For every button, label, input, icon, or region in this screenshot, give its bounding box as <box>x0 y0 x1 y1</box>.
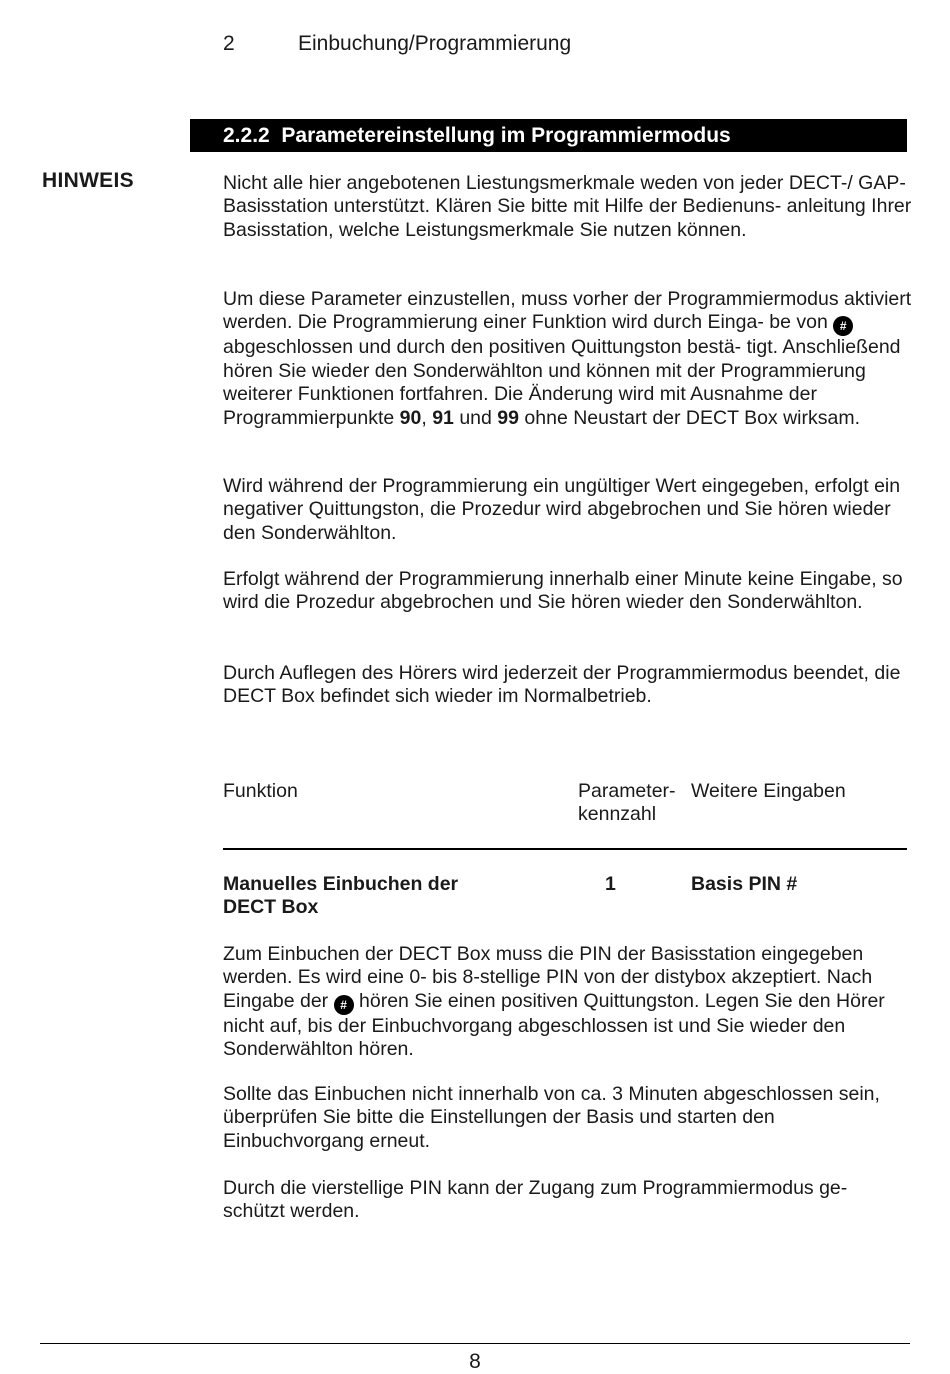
program-point-91: 91 <box>432 406 454 429</box>
detail-paragraph-2: Sollte das Einbuchen nicht innerhalb von ca. 3 Minuten abgeschlossen sein, überprüfen Sie bitte die Einstellungen der Basis und starten den Einbuchvorgang erneut. <box>223 1083 880 1152</box>
row-param-code: 1 <box>605 873 616 895</box>
paragraph-1: Nicht alle hier angebotenen Liestungsmerkmale weden von jeder DECT-/ GAP-Basisstation unterstützt. Klären Sie bitte mit Hilfe der Bedienuns- anleitung Ihrer Basisstation, welche Leistungsmerkmale Sie nutzen können. <box>223 172 912 241</box>
row-function-line2: DECT Box <box>223 896 319 919</box>
column-header-param <box>578 780 676 827</box>
detail-paragraph-3: Durch die vierstellige PIN kann der Zugang zum Programmiermodus ge- schützt werden. <box>223 1177 848 1223</box>
paragraph-4: Erfolgt während der Programmierung innerhalb einer Minute keine Eingabe, so wird die Prozedur abgebrochen und Sie hören wieder den Sonderwählton. <box>223 568 903 614</box>
row-function <box>223 873 458 920</box>
chapter-number: 2 <box>223 32 235 55</box>
section-heading-bar <box>190 119 907 152</box>
column-header-param-line2: kennzahl <box>578 803 657 826</box>
detail-paragraph-1 <box>223 943 913 1062</box>
paragraph-2-part-b: abgeschlossen und durch den positiven Quittungston bestä- tigt. Anschließend hören Sie wieder den Sonderwählton und können mit der Programmierung weiterer Funktionen fortfahren. Die Änderung wird mit Ausnahme der Programmierpunkte <box>223 336 901 429</box>
row-further-input: Basis PIN # <box>691 873 798 895</box>
hash-key-icon-2: # <box>334 995 354 1015</box>
chapter-title: Einbuchung/Programmierung <box>298 32 572 55</box>
column-header-param-line1: Parameter- <box>578 780 676 802</box>
detail-1-part-a: Zum Einbuchen der DECT Box muss die PIN der Basisstation eingegeben werden. Es wird eine 0- bis 8-stellige PIN von der distybox akzeptiert. Nach Eingabe der <box>223 943 873 1012</box>
paragraph-2-part-c: ohne Neustart der DECT Box wirksam. <box>524 406 861 429</box>
program-point-90: 90 <box>399 406 422 429</box>
note-label: HINWEIS <box>42 169 134 192</box>
page-number: 8 <box>469 1350 481 1373</box>
program-point-99: 99 <box>497 406 519 429</box>
section-title: Parametereinstellung im Programmiermodus <box>281 124 731 147</box>
row-function-line1: Manuelles Einbuchen der <box>223 873 459 895</box>
paragraph-3: Wird während der Programmierung ein ungültiger Wert eingegeben, erfolgt ein negativer Quittungston, die Prozedur wird abgebrochen und Sie hören wieder den Sonderwählton. <box>223 475 901 544</box>
conjunction: und <box>459 406 492 429</box>
detail-1-part-b: hören Sie einen positiven Quittungston. Legen Sie den Hörer nicht auf, bis der Einbuchvorgang abgeschlossen ist und Sie wieder den Sonderwählton hören. <box>223 989 885 1061</box>
paragraph-2 <box>223 288 913 430</box>
section-number: 2.2.2 <box>223 124 270 147</box>
table-divider <box>223 848 907 850</box>
column-header-further: Weitere Eingaben <box>691 780 846 802</box>
paragraph-2-part-a: Um diese Parameter einzustellen, muss vorher der Programmiermodus aktiviert werden. Die Programmierung einer Funktion wird durch Einga- be von <box>223 288 912 334</box>
separator-comma: , <box>421 406 427 429</box>
column-header-function: Funktion <box>223 780 298 802</box>
paragraph-5: Durch Auflegen des Hörers wird jederzeit der Programmiermodus beendet, die DECT Box befindet sich wieder im Normalbetrieb. <box>223 662 901 708</box>
hash-key-icon: # <box>833 316 853 336</box>
footer-rule <box>40 1343 910 1344</box>
